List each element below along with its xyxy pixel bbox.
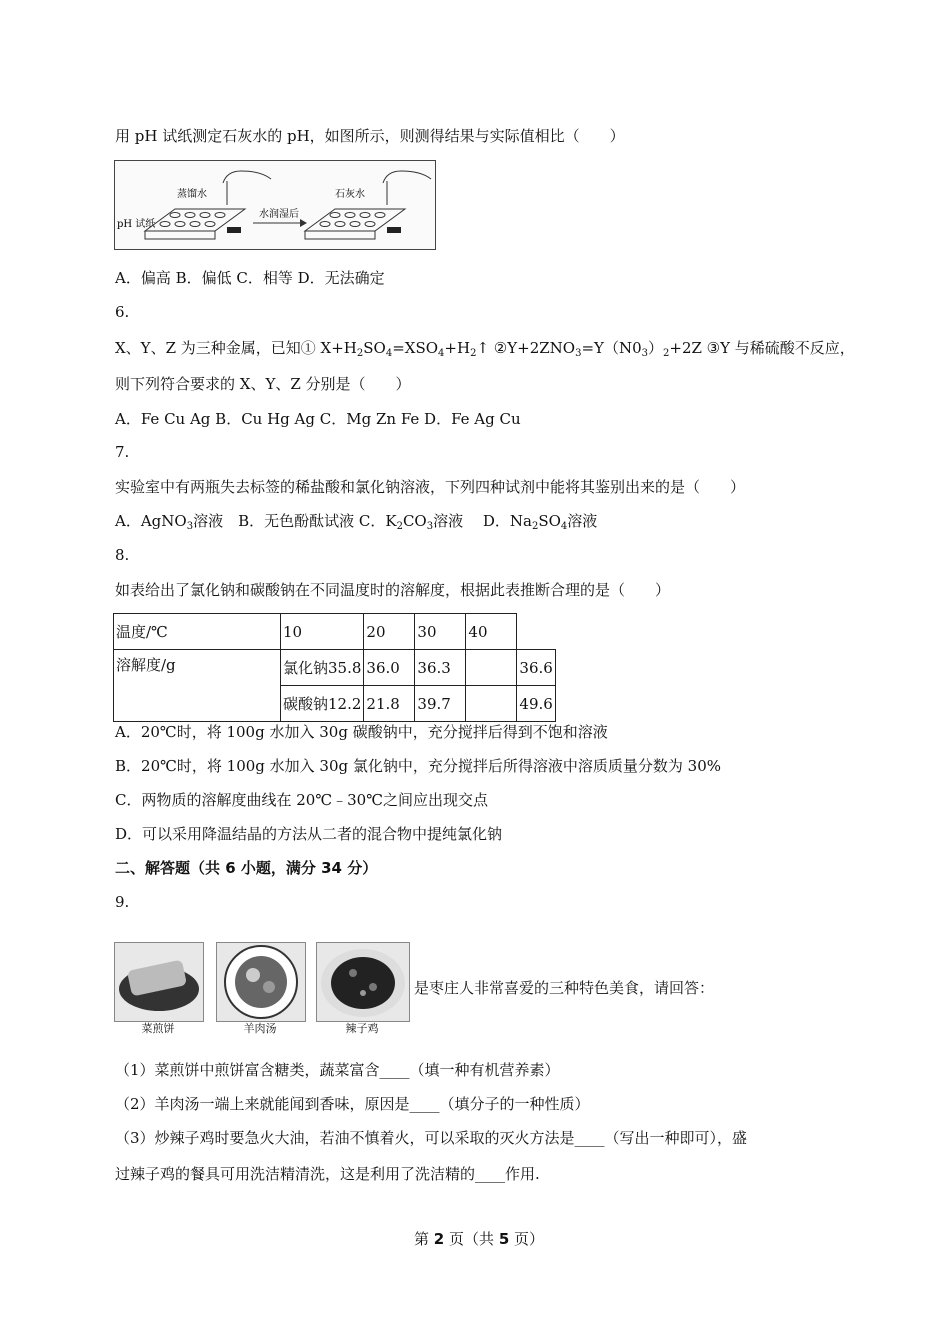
temp-label: 温度/℃ (114, 614, 281, 650)
q8-option-a: A．20℃时，将 100g 水加入 30g 碳酸钠中，充分搅拌后得到不饱和溶液 (115, 723, 608, 741)
label-wet: 水润湿后 (259, 209, 299, 220)
q5-options: A．偏高 B．偏低 C．相等 D．无法确定 (115, 269, 385, 287)
table-cell: 氯化钠35.8 (281, 650, 364, 686)
ph-plate-left (145, 171, 271, 239)
food-image-mutton-soup (216, 942, 306, 1022)
table-cell: 40 (466, 614, 517, 650)
table-cell (466, 650, 517, 686)
q9-part2: （2）羊肉汤一端上来就能闻到香味，原因是____（填分子的一种性质） (115, 1095, 590, 1113)
q6-options: A．Fe Cu Ag B．Cu Hg Ag C．Mg Zn Fe D．Fe Ag Cu (115, 410, 521, 428)
q8-stem: 如表给出了氯化钠和碳酸钠在不同温度时的溶解度，根据此表推断合理的是（ ） (115, 581, 671, 599)
q9-number: 9. (115, 893, 130, 911)
table-cell: 36.6 (517, 650, 555, 686)
food-caption: 菜煎饼 (141, 1022, 175, 1035)
table-cell (466, 686, 517, 722)
table-cell: 36.3 (415, 650, 466, 686)
table-cell: 20 (364, 614, 415, 650)
solubility-table (113, 613, 556, 722)
table-cell: 10 (281, 614, 364, 650)
food-image-spicy-chicken (316, 942, 410, 1022)
table-cell: 39.7 (415, 686, 466, 722)
q8-option-b: B．20℃时，将 100g 水加入 30g 氯化钠中，充分搅拌后所得溶液中溶质质量分数为 30% (115, 757, 721, 775)
q8-option-d: D．可以采用降温结晶的方法从二者的混合物中提纯氯化钠 (115, 825, 503, 843)
ph-plate-right (305, 171, 431, 239)
q8-option-c: C．两物质的溶解度曲线在 20℃﹣30℃之间应出现交点 (115, 791, 488, 809)
table-cell: 21.8 (364, 686, 415, 722)
q9-part3-line2: 过辣子鸡的餐具可用洗洁精清洗，这是利用了洗洁精的____作用. (115, 1165, 540, 1183)
q9-intro: 是枣庄人非常喜爱的三种特色美食，请回答： (414, 979, 715, 997)
label-limewater: 石灰水 (335, 189, 365, 200)
q8-number: 8. (115, 546, 130, 564)
label-distilled-water: 蒸馏水 (177, 189, 207, 200)
table-row (114, 650, 556, 686)
arrow-head (300, 219, 307, 227)
table-cell: 30 (415, 614, 466, 650)
q7-number: 7. (115, 443, 130, 461)
q6-stem-line2: 则下列符合要求的 X、Y、Z 分别是（ ） (115, 375, 411, 393)
food-caption: 羊肉汤 (243, 1022, 277, 1035)
table-cell: 碳酸钠12.2 (281, 686, 364, 722)
table-cell: 36.0 (364, 650, 415, 686)
solubility-label: 溶解度/g (114, 650, 281, 722)
table-row (114, 614, 556, 650)
q6-stem-line1: X、Y、Z 为三种金属，已知① $X+H_2SO_4=XSO_4+H_2↑$ $②Y+2ZNO_3=Y(N0_3)_2+2Z$ ③Y 与稀硫酸不反应， (115, 339, 855, 359)
q5-stem: 用 pH 试纸测定石灰水的 pH，如图所示，则测得结果与实际值相比（ ） (115, 127, 625, 145)
food-caption: 辣子鸡 (345, 1022, 379, 1035)
q9-part3-line1: （3）炒辣子鸡时要急火大油，若油不慎着火，可以采取的灭火方法是____（写出一种即可），盛 (115, 1129, 748, 1147)
label-ph-paper: pH 试纸 (117, 219, 156, 230)
food-image-pancake (114, 942, 204, 1022)
page-footer: 第 2 页（共 5 页） (414, 1230, 545, 1248)
q7-stem: 实验室中有两瓶失去标签的稀盐酸和氯化钠溶液，下列四种试剂中能将其鉴别出来的是（ ） (115, 478, 746, 496)
page-number: 2 (433, 1230, 445, 1248)
table-cell (517, 614, 555, 650)
q9-part1: （1）菜煎饼中煎饼富含糖类，蔬菜富含____（填一种有机营养素） (115, 1061, 560, 1079)
page-total: 5 (498, 1230, 510, 1248)
ph-test-figure (114, 160, 436, 250)
q6-number: 6. (115, 303, 130, 321)
q7-options: A．AgNO$_3$溶液 B．无色酚酞试液 C．$K_2CO_3$溶液 D．$Na_2SO_4$溶液 (115, 512, 598, 532)
table-cell: 49.6 (517, 686, 555, 722)
section-heading: 二、解答题（共 6 小题，满分 34 分） (115, 859, 378, 877)
